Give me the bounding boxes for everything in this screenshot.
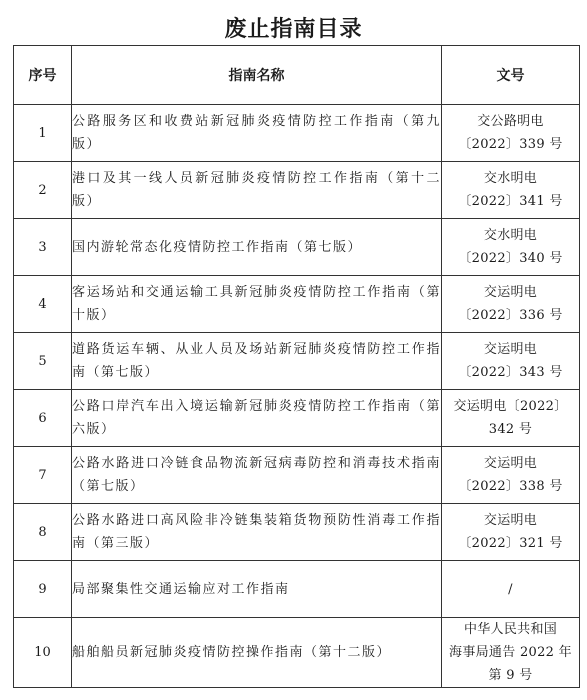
row-guideline-name: 公路水路进口高风险非冷链集装箱货物预防性消毒工作指南（第三版） (72, 504, 442, 561)
row-doc-no (442, 561, 580, 618)
row-doc-no (442, 276, 580, 333)
row-guideline-name: 客运场站和交通运输工具新冠肺炎疫情防控工作指南（第十版） (72, 276, 442, 333)
doc-no-line: 〔2022〕341 号 (458, 194, 563, 209)
row-guideline-name: 局部聚集性交通运输应对工作指南 (72, 561, 442, 618)
table-row (14, 105, 580, 162)
doc-no-line: 交公路明电 (477, 114, 544, 129)
row-guideline-name: 公路服务区和收费站新冠肺炎疫情防控工作指南（第九版） (72, 105, 442, 162)
row-doc-no (442, 504, 580, 561)
row-doc-no (442, 105, 580, 162)
doc-no-line: 交水明电 (483, 228, 538, 243)
doc-no-line: 342 号 (488, 422, 533, 437)
table-row (14, 618, 580, 688)
doc-no-line: 第 9 号 (488, 668, 533, 683)
doc-no-line: 〔2022〕339 号 (458, 137, 563, 152)
doc-no-line: 交运明电 (483, 285, 538, 300)
doc-no-line: 〔2022〕336 号 (458, 308, 563, 323)
row-index: 2 (14, 162, 72, 219)
row-index: 7 (14, 447, 72, 504)
doc-no-line: 交运明电 (483, 342, 538, 357)
row-doc-no (442, 618, 580, 688)
doc-no-line: 交水明电 (483, 171, 538, 186)
row-index: 4 (14, 276, 72, 333)
doc-no-line: 〔2022〕343 号 (458, 365, 563, 380)
header-index: 序号 (14, 46, 72, 105)
table-row (14, 276, 580, 333)
doc-no-line: 〔2022〕321 号 (458, 536, 563, 551)
row-guideline-name: 道路货运车辆、从业人员及场站新冠肺炎疫情防控工作指南（第七版） (72, 333, 442, 390)
row-index: 10 (14, 618, 72, 688)
doc-no-line: 交运明电 (483, 513, 538, 528)
row-guideline-name: 港口及其一线人员新冠肺炎疫情防控工作指南（第十二版） (72, 162, 442, 219)
row-index: 9 (14, 561, 72, 618)
row-index: 8 (14, 504, 72, 561)
row-index: 3 (14, 219, 72, 276)
page-title: 废止指南目录 (224, 17, 363, 42)
table-row (14, 447, 580, 504)
row-index: 5 (14, 333, 72, 390)
doc-no-line: 中华人民共和国 (463, 622, 558, 637)
row-index: 1 (14, 105, 72, 162)
header-doc-no: 文号 (442, 46, 580, 105)
row-doc-no (442, 162, 580, 219)
table-row (14, 390, 580, 447)
row-guideline-name: 船舶船员新冠肺炎疫情防控操作指南（第十二版） (72, 618, 442, 688)
row-guideline-name: 国内游轮常态化疫情防控工作指南（第七版） (72, 219, 442, 276)
doc-no-line: 〔2022〕340 号 (458, 251, 563, 266)
table-row (14, 333, 580, 390)
row-guideline-name: 公路口岸汽车出入境运输新冠肺炎疫情防控工作指南（第六版） (72, 390, 442, 447)
doc-no-line: 交运明电 (483, 456, 538, 471)
row-doc-no (442, 447, 580, 504)
row-index: 6 (14, 390, 72, 447)
header-name: 指南名称 (72, 46, 442, 105)
row-doc-no (442, 333, 580, 390)
table-row (14, 219, 580, 276)
abolished-guidelines-table (13, 45, 580, 688)
table-row (14, 162, 580, 219)
table-row (14, 504, 580, 561)
doc-no-line: 交运明电〔2022〕 (453, 399, 568, 414)
row-guideline-name: 公路水路进口冷链食品物流新冠病毒防控和消毒技术指南（第七版） (72, 447, 442, 504)
row-doc-no (442, 390, 580, 447)
table-header-row (14, 46, 580, 105)
doc-no-line: / (508, 581, 513, 597)
table-row (14, 561, 580, 618)
row-doc-no (442, 219, 580, 276)
doc-no-line: 海事局通告 2022 年 (449, 645, 572, 660)
doc-no-line: 〔2022〕338 号 (458, 479, 563, 494)
